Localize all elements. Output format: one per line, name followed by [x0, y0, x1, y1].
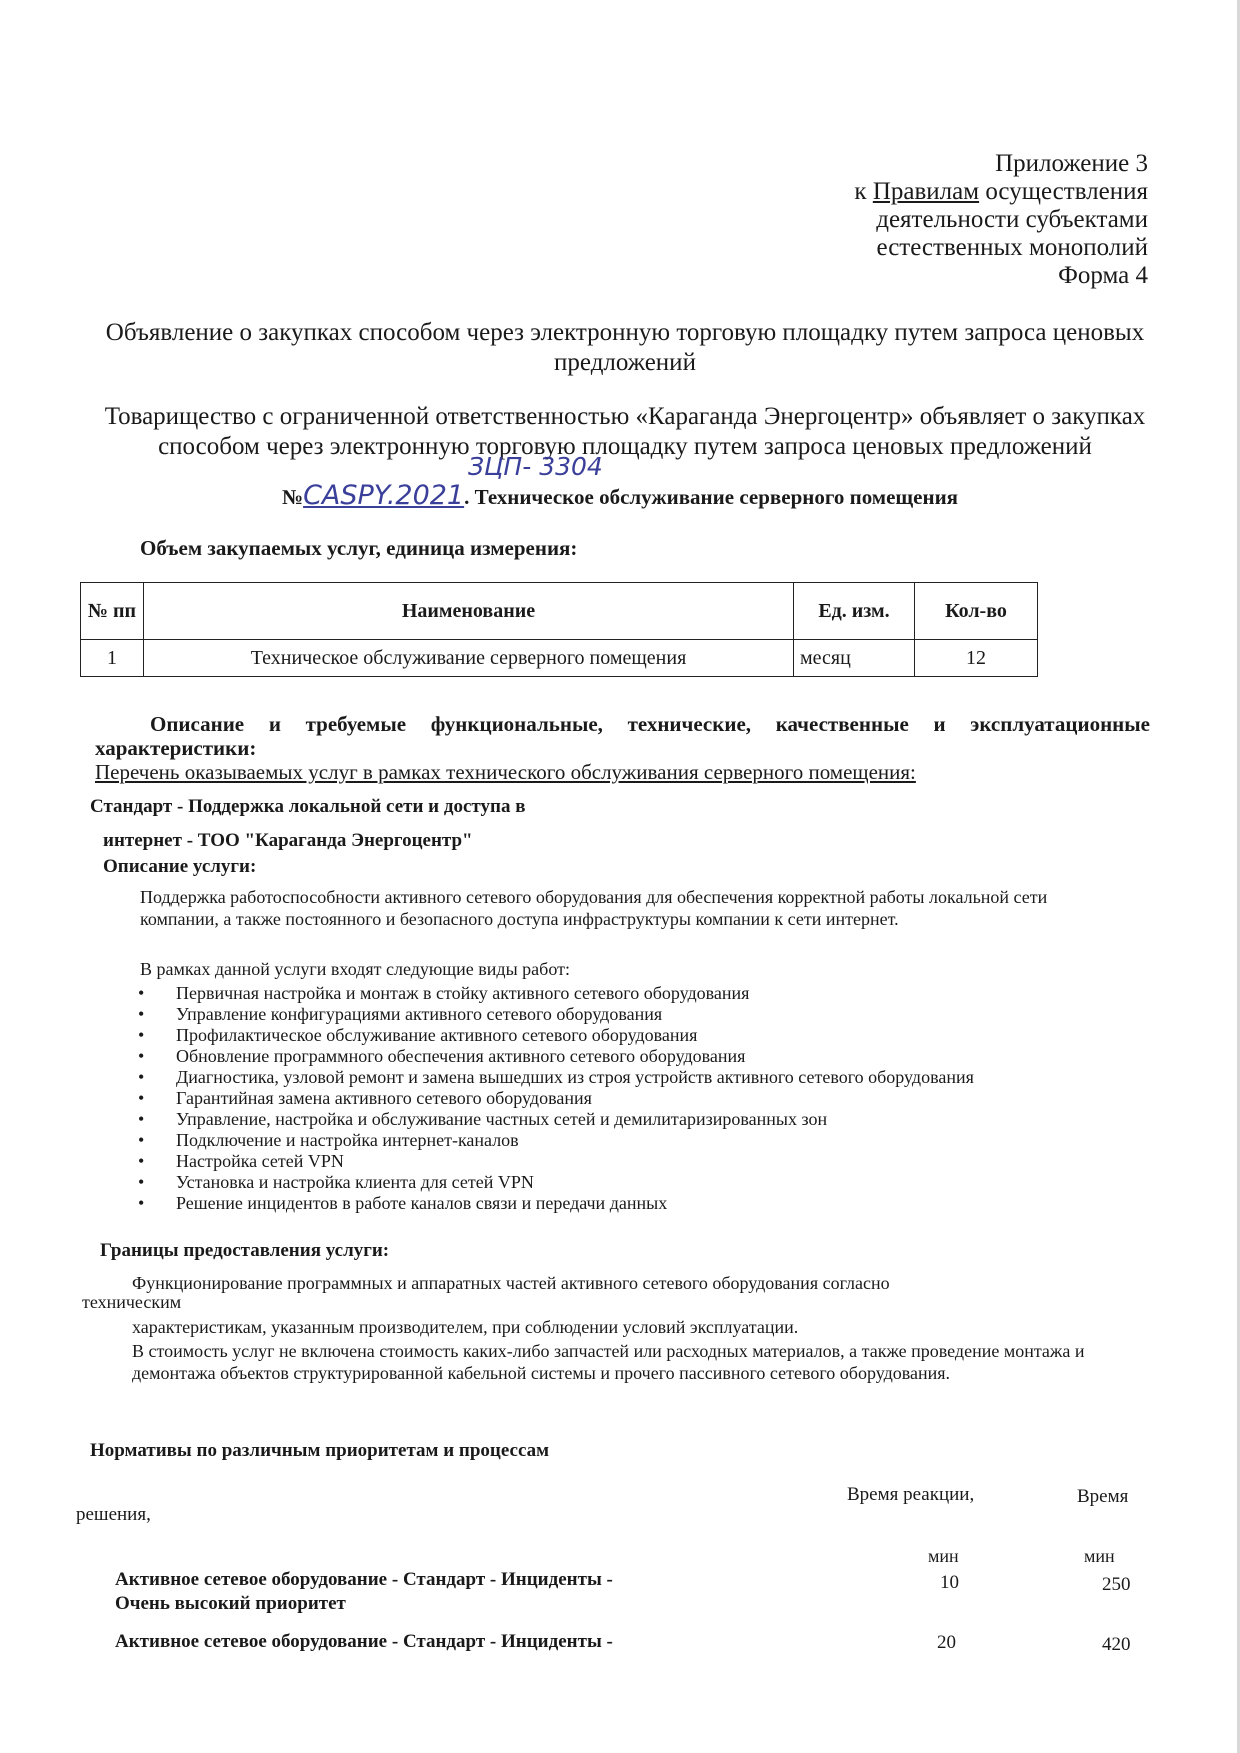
appendix-block — [854, 150, 1148, 290]
appendix-rules-line — [854, 178, 1148, 206]
bounds-heading: Границы предоставления услуги: — [100, 1240, 390, 1261]
appendix-prefix: к — [854, 178, 873, 205]
norms-heading: Нормативы по различным приоритетам и процессам — [90, 1440, 550, 1461]
list-item: • Подключение и настройка интернет-каналов — [138, 1130, 974, 1151]
list-item: • Диагностика, узловой ремонт и замена вышедших из строя устройств активного сетевого оборудования — [138, 1067, 974, 1088]
announcement-title: Объявление о закупках способом через электронную торговую площадку путем запроса ценовых предложений — [105, 319, 1145, 376]
works-list — [138, 983, 974, 1214]
norm-reaction-value: 20 — [937, 1632, 956, 1653]
table-row — [81, 640, 1038, 677]
standard-title-line1: Стандарт - Поддержка локальной сети и доступа в — [90, 796, 526, 817]
works-intro: В рамках данной услуги входят следующие виды работ: — [140, 959, 570, 979]
norm-row-label — [115, 1568, 613, 1616]
col-header-unit: Ед. изм. — [794, 583, 915, 640]
list-item: • Установка и настройка клиента для сетей VPN — [138, 1172, 974, 1193]
list-item: • Профилактическое обслуживание активного сетевого оборудования — [138, 1025, 974, 1046]
norm-resolution-value: 420 — [1102, 1634, 1131, 1655]
cell-number: 1 — [81, 640, 144, 677]
norm-reaction-value: 10 — [940, 1572, 959, 1593]
bounds-text-line2: характеристикам, указанным производителем, при соблюдении условий эксплуатации. — [132, 1317, 799, 1337]
company-announcement: Товарищество с ограниченной ответственностью «Караганда Энергоцентр» объявляет о закупках способом через электронную торговую площадку путем запроса ценовых предложений — [104, 403, 1146, 460]
reaction-unit: мин — [928, 1546, 959, 1566]
appendix-line: естественных монополий — [876, 234, 1148, 261]
service-description-heading: Описание услуги: — [103, 856, 257, 877]
number-sign: № — [281, 485, 304, 509]
rules-link[interactable]: Правилам — [872, 178, 980, 205]
norm-row-label — [115, 1630, 613, 1654]
list-item: • Гарантийная замена активного сетевого оборудования — [138, 1088, 974, 1109]
norm-row-label-line1: Активное сетевое оборудование - Стандарт - Инциденты - — [115, 1569, 613, 1590]
resolution-unit: мин — [1084, 1546, 1115, 1566]
col-header-quantity: Кол-во — [915, 583, 1038, 640]
volume-heading: Объем закупаемых услуг, единица измерения: — [140, 536, 578, 560]
table-header-row — [81, 583, 1038, 640]
cell-unit: месяц — [794, 640, 915, 677]
standard-title-line2: интернет - ТОО "Караганда Энергоцентр" — [103, 830, 473, 851]
resolution-word: решения, — [76, 1504, 151, 1525]
services-list-title: Перечень оказываемых услуг в рамках технического обслуживания серверного помещения: — [95, 760, 916, 784]
procurement-number-line — [0, 480, 1240, 511]
bounds-text-line1b: техническим — [82, 1292, 182, 1312]
col-header-number: № пп — [81, 583, 144, 640]
list-item: • Обновление программного обеспечения активного сетевого оборудования — [138, 1046, 974, 1067]
list-item: • Настройка сетей VPN — [138, 1151, 974, 1172]
form-number: Форма 4 — [1058, 262, 1148, 289]
cell-quantity: 12 — [915, 640, 1038, 677]
list-item: • Первичная настройка и монтаж в стойку активного сетевого оборудования — [138, 983, 974, 1004]
list-item: • Управление, настройка и обслуживание частных сетей и демилитаризированных зон — [138, 1109, 974, 1130]
cell-name: Техническое обслуживание серверного помещения — [144, 640, 794, 677]
procurement-subject: . Техническое обслуживание серверного помещения — [464, 485, 959, 509]
list-item: • Решение инцидентов в работе каналов связи и передачи данных — [138, 1193, 974, 1214]
norm-row-label-line1: Активное сетевое оборудование - Стандарт - Инциденты - — [115, 1631, 613, 1652]
appendix-line: деятельности субъектами — [876, 206, 1148, 233]
handwritten-code: ЗЦП- 3304 — [468, 452, 603, 481]
appendix-suffix: осуществления — [979, 178, 1148, 205]
bounds-text-line3: В стоимость услуг не включена стоимость каких-либо запчастей или расходных материалов, а также проведение монтажа и демонтажа объектов структурированной кабельной системы и прочего пассивного сетевого оборудования. — [132, 1341, 1085, 1383]
handwritten-number: CASPY.2021 — [303, 480, 465, 511]
volume-table — [80, 582, 1038, 677]
col-header-name: Наименование — [144, 583, 794, 640]
description-heading: Описание и требуемые функциональные, технические, качественные и эксплуатационные характеристики: — [95, 712, 1150, 760]
norm-row-label-line2: Очень высокий приоритет — [115, 1593, 346, 1614]
list-item: • Управление конфигурациями активного сетевого оборудования — [138, 1004, 974, 1025]
reaction-time-header: Время реакции, — [847, 1484, 975, 1505]
resolution-time-header: Время — [1077, 1486, 1129, 1507]
service-description: Поддержка работоспособности активного сетевого оборудования для обеспечения корректной работы локальной сети компании, а также постоянного и безопасного доступа инфраструктуры компании к сети интернет. — [140, 887, 1048, 929]
norm-resolution-value: 250 — [1102, 1574, 1131, 1595]
appendix-line: Приложение 3 — [995, 150, 1148, 177]
bounds-text-line1: Функционирование программных и аппаратных частей активного сетевого оборудования согласно — [132, 1273, 890, 1293]
